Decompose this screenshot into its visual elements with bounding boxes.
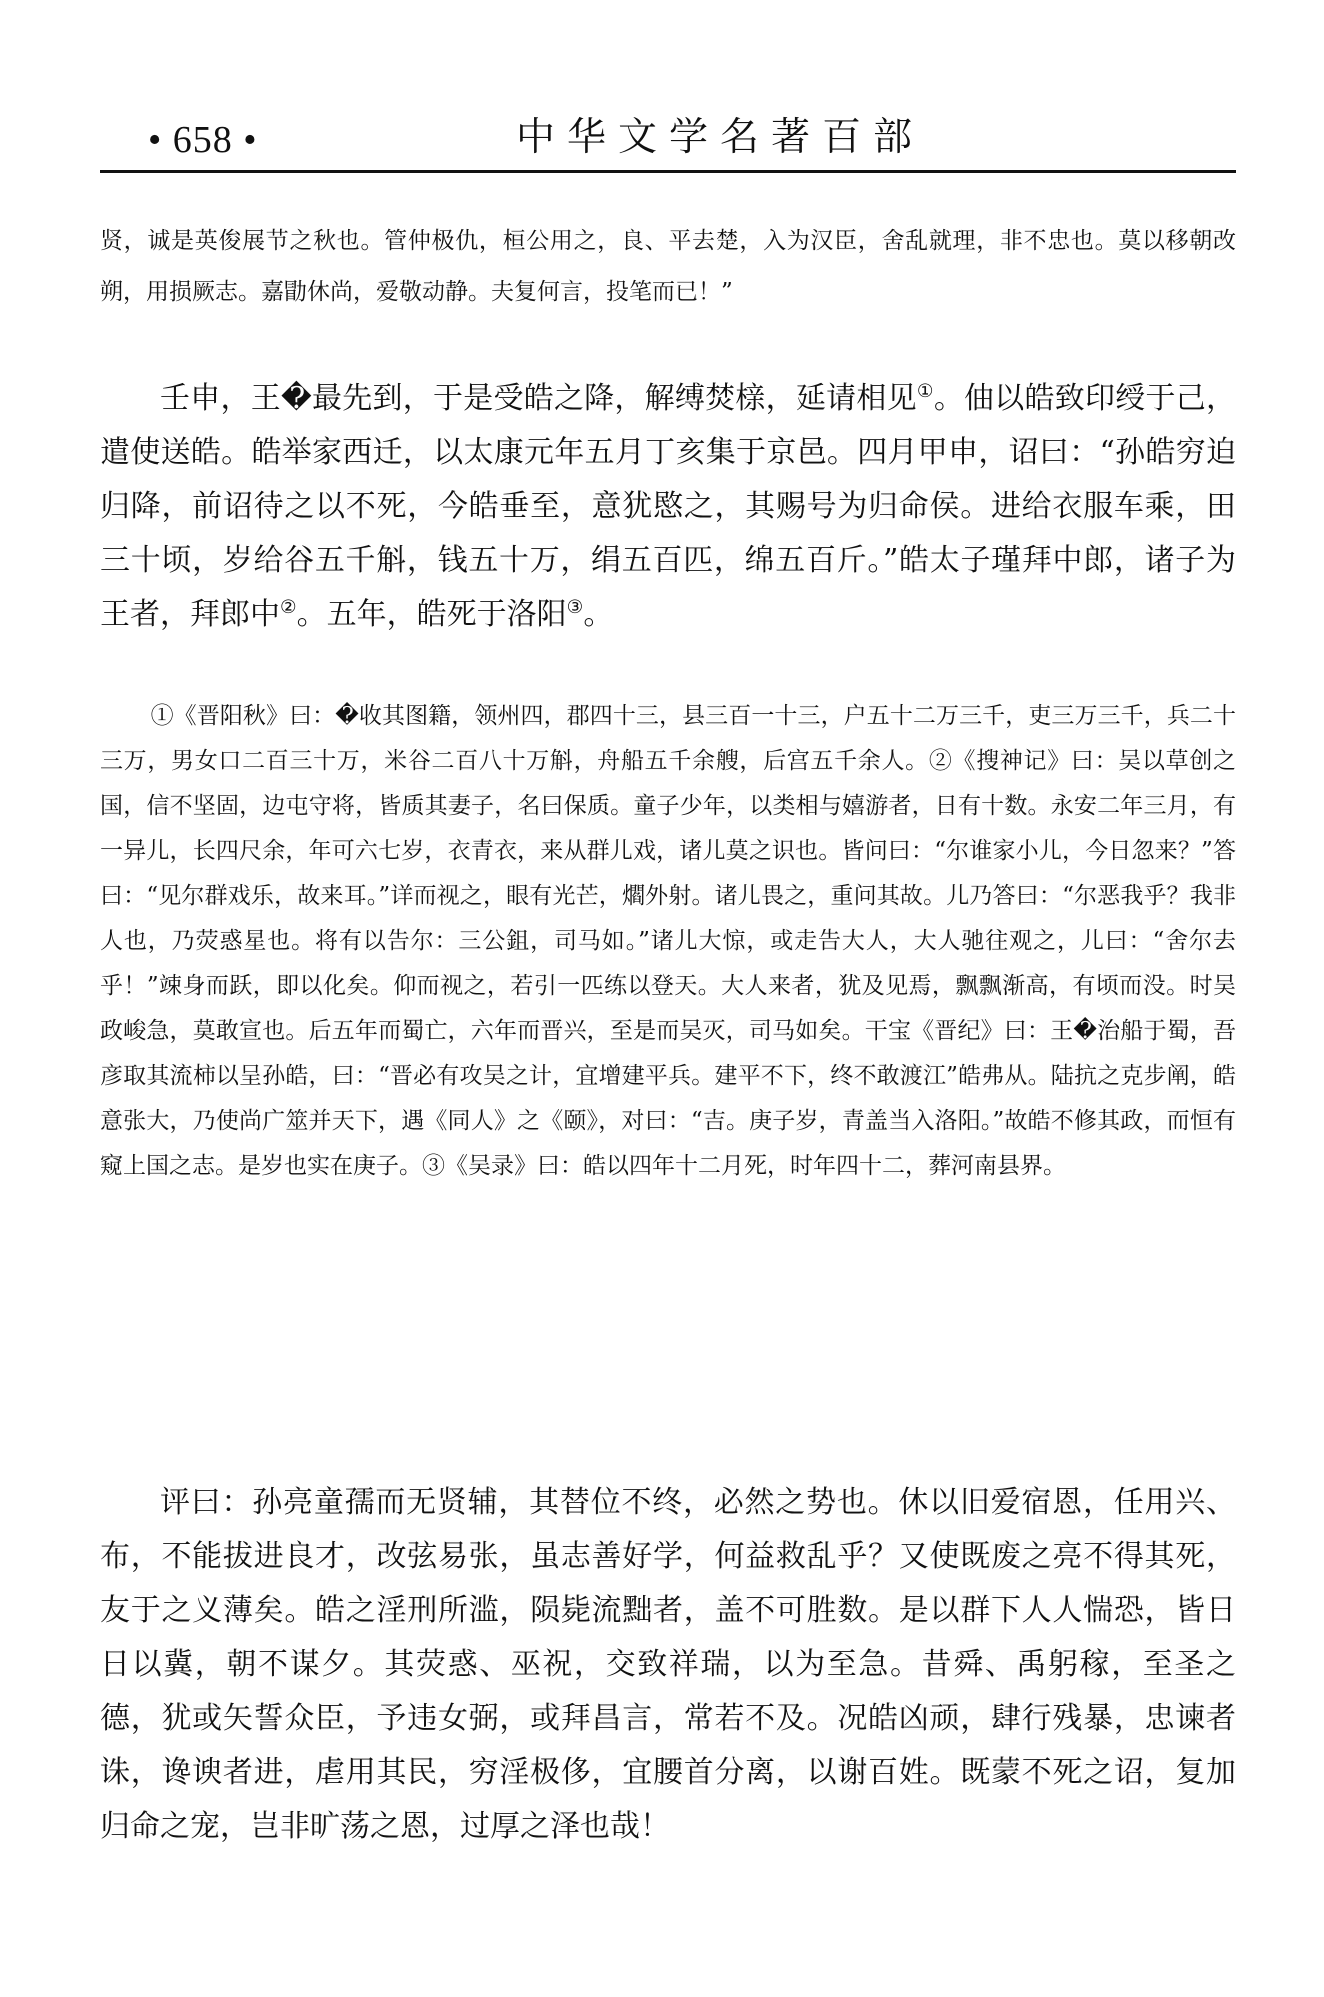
page-number: • 658 • [148, 119, 258, 161]
footnote-mark: ③ [566, 597, 584, 618]
main-text-segment: 壬申，王�最先到，于是受皓之降，解缚焚榇，延请相见 [160, 381, 917, 416]
main-text-segment: 。 [583, 597, 614, 632]
commentary-paragraph: 评曰：孙亮童孺而无贤辅，其替位不终，必然之势也。休以旧爱宿恩，任用兴、布，不能拔进良才，改弦易张，虽志善好学，何益救乱乎？又使既废之亮不得其死，友于之义薄矣。皓之淫刑所滥，陨毙流黜者，盖不可胜数。是以群下人人惴恐，皆日日以冀，朝不谋夕。其荧惑、巫祝，交致祥瑞，以为至急。昔舜、禹躬稼，至圣之德，犹或矢誓众臣，予违女弼，或拜昌言，常若不及。况皓凶顽，肆行残暴，忠谏者诛，谗谀者进，虐用其民，穷淫极侈，宜腰首分离，以谢百姓。既蒙不死之诏，复加归命之宠，岂非旷荡之恩，过厚之泽也哉！ [100, 1485, 1236, 1844]
main-text-segment: 。五年，皓死于洛阳 [296, 597, 567, 632]
annotation-notes: ①《晋阳秋》曰：�收其图籍，领州四，郡四十三，县三百一十三，户五十二万三千，吏三万三千，兵二十三万，男女口二百三十万，米谷二百八十万斛，舟船五千余艘，后宫五千余人。②《搜神记》曰：吴以草创之国，信不坚固，边屯守将，皆质其妻子，名曰保质。童子少年，以类相与嬉游者，日有十数。永安二年三月，有一异儿，长四尺余，年可六七岁，衣青衣，来从群儿戏，诸儿莫之识也。皆问曰：“尔谁家小儿，今日忽来？”答曰：“见尔群戏乐，故来耳。”详而视之，眼有光芒，爓外射。诸儿畏之，重问其故。儿乃答曰：“尔恶我乎？我非人也，乃荧惑星也。将有以告尔：三公鉏，司马如。”诸儿大惊，或走告大人，大人驰往观之，儿曰：“舍尔去乎！”竦身而跃，即以化矣。仰而视之，若引一匹练以登天。大人来者，犹及见焉，飘飘渐高，有顷而没。时吴政峻急，莫敢宣也。后五年而蜀亡，六年而晋兴，至是而吴灭，司马如矣。干宝《晋纪》曰：王�治船于蜀，吾彦取其流柿以呈孙皓，曰：“晋必有攻吴之计，宜增建平兵。建平不下，终不敢渡江”皓弗从。陆抗之克步阐，皓意张大，乃使尚广筮并天下，遇《同人》之《颐》，对曰：“吉。庚子岁，青盖当入洛阳。”故皓不修其政，而恒有窥上国之志。是岁也实在庚子。③《吴录》曰：皓以四年十二月死，时年四十二，葬河南县界。 [100, 703, 1236, 1179]
book-title: 中华文学名著百部 [516, 115, 925, 160]
header-rule [100, 170, 1236, 173]
main-paragraph [100, 372, 1236, 642]
footnote-mark: ② [280, 597, 297, 618]
main-text-segment: 。伷以皓致印绶于己，遣使送皓。皓举家西迁，以太康元年五月丁亥集于京邑。四月甲申，诏曰：“孙皓穷迫归降，前诏待之以不死，今皓垂至，意犹愍之，其赐号为归命侯。进给衣服车乘，田三十顷，岁给谷五千斛，钱五十万，绢五百匹，绵五百斤。”皓太子瑾拜中郎，诸子为王者，拜郎中 [100, 381, 1237, 632]
continued-letter-text: 贤，诚是英俊展节之秋也。管仲极仇，桓公用之，良、平去楚，入为汉臣，舍乱就理，非不忠也。莫以移朝改朔，用损厥志。嘉勖休尚，爱敬动静。夫复何言，投笔而已！” [100, 228, 1236, 305]
footnote-mark: ① [916, 381, 934, 402]
